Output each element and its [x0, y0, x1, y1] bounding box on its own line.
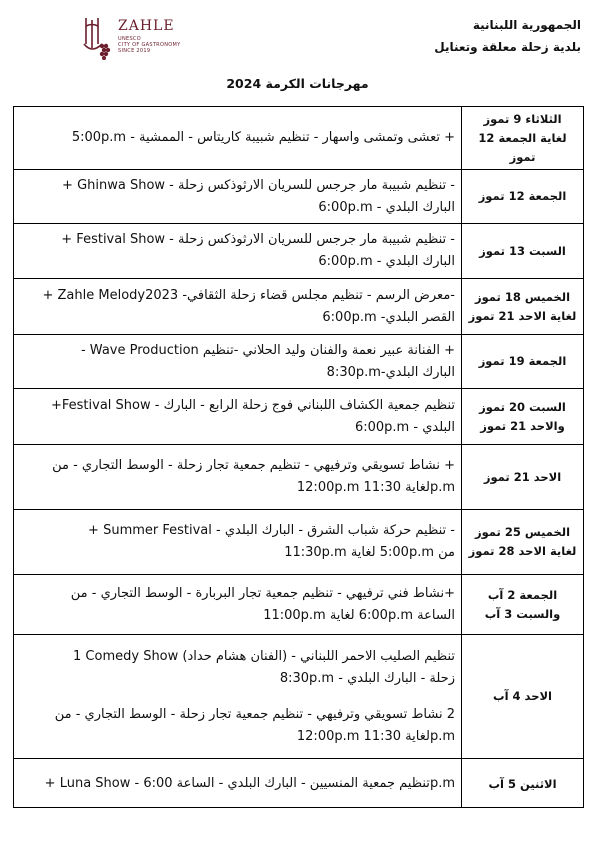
event-description-line: 1 Comedy Show (الفنان هشام حداد) - تنظيم الصليب الاحمر اللبناني [73, 648, 455, 664]
event-description-line: + Festival Show - تنظيم شبيبة مار جرجس للسريان الارثوذكس زحلة - [61, 232, 455, 247]
event-date-line: الخميس 25 تموز [474, 525, 571, 539]
event-description-line: + Zahle Melody2023 -معرض الرسم - تنظيم مجلس قضاء زحلة الثقافي- [42, 287, 455, 303]
event-date-line: لغاية الجمعة 12 [478, 130, 567, 145]
event-date [462, 510, 583, 574]
event-description [14, 759, 461, 809]
event-date-line: الجمعة 12 تموز [478, 189, 567, 203]
event-date-line: السبت 13 تموز [479, 243, 566, 258]
event-row [14, 759, 583, 809]
event-date-line: الاثنين 5 آب [488, 776, 557, 791]
event-description-line: زحلة - البارك البلدي - 8:30p.m [279, 670, 455, 686]
event-row [14, 107, 583, 170]
event-description [14, 389, 461, 444]
event-description [14, 445, 461, 509]
event-description [14, 170, 461, 223]
event-date-line: لغاية الاحد 21 تموز [468, 308, 577, 323]
page-title: مهرجانات الكرمة 2024 [226, 76, 369, 91]
event-date-line: تموز [509, 149, 536, 164]
event-row [14, 279, 583, 335]
event-date-line: السبت 20 تموز [479, 399, 566, 414]
logo-line1: CITY OF GASTRONOMY [118, 42, 181, 48]
event-description-line: +Festival Show - تنظيم جمعية الكشاف اللبناني فوج زحلة الرابع - البارك [51, 397, 455, 413]
event-description [14, 279, 461, 334]
event-description [14, 510, 461, 574]
event-date [462, 389, 583, 444]
event-date-line: الثلاثاء 9 تموز [483, 111, 562, 126]
event-date-line: الجمعة 19 تموز [478, 354, 567, 368]
event-date [462, 635, 583, 758]
header-municipality: بلدية زحلة معلقة وتعنايل [434, 40, 581, 54]
event-row [14, 575, 583, 635]
logo-org: UNESCO [118, 36, 141, 42]
event-description-line: البارك البلدي-8:30p.m [326, 364, 455, 380]
event-description [14, 575, 461, 634]
event-description-line: + Summer Festival - تنظيم حركة شباب الشرق - البارك البلدي - [88, 523, 455, 538]
event-date-line: الجمعة 2 آب [487, 587, 558, 602]
event-row [14, 445, 583, 510]
event-date [462, 170, 583, 223]
events-table [13, 106, 584, 808]
event-row [14, 170, 583, 224]
event-date [462, 445, 583, 509]
event-date-line: الاحد 21 تموز [483, 469, 562, 484]
zahle-logo [78, 14, 198, 64]
event-description-line: + تعشى وتمشى واسهار - تنظيم شبيبة كاريتاس - الممشية - 5:00p.m [71, 130, 455, 145]
event-date [462, 335, 583, 388]
event-description-line: + Luna Show - تنظيم جمعية المنسيين - البارك البلدي - الساعة 6:00p.m [44, 776, 455, 791]
event-row [14, 335, 583, 389]
event-description-line: 12:00p.m لغاية 11:30p.m [296, 480, 455, 495]
event-description-line: +نشاط فني ترفيهي - تنظيم جمعية تجار البربارة - الوسط التجاري - من [70, 585, 455, 601]
event-date [462, 107, 583, 169]
logo-name: ZAHLE [118, 18, 175, 34]
logo-line2: SINCE 2019 [118, 48, 151, 54]
event-description [14, 107, 461, 169]
event-row [14, 389, 583, 445]
event-description-line: القصر البلدي- 6:00p.m [322, 309, 455, 325]
event-description-line: البارك البلدي - 6:00p.m [318, 199, 455, 215]
event-description-line: + نشاط تسويقي وترفيهي - تنظيم جمعية تجار زحلة - الوسط التجاري - من [52, 458, 455, 473]
header-country: الجمهورية اللبنانية [472, 18, 581, 32]
event-description-line: من 5:00p.m لغاية 11:30p.m [284, 545, 455, 560]
event-description [14, 335, 461, 388]
event-date-line: والسبت 3 آب [484, 606, 561, 621]
event-date [462, 224, 583, 278]
event-description-line: + Ghinwa Show - تنظيم شبيبة مار جرجس للسريان الارثوذكس زحلة - [62, 177, 455, 193]
event-row [14, 635, 583, 759]
event-date [462, 759, 583, 809]
event-description-line: البارك البلدي - 6:00p.m [318, 254, 455, 269]
grape-vine-logo-icon [78, 14, 114, 62]
line-gap [22, 690, 455, 704]
event-description [14, 635, 461, 758]
event-date-line: الاحد 4 آب [493, 689, 552, 703]
event-description-line: الساعة 6:00p.m لغاية 11:00p.m [263, 607, 455, 623]
event-date [462, 279, 583, 334]
event-description-line: 12:00p.m لغاية 11:30p.m [296, 728, 455, 744]
event-description-line: البلدي - 6:00p.m [354, 419, 455, 435]
event-date-line: لغاية الاحد 28 تموز [468, 544, 577, 558]
event-date [462, 575, 583, 634]
event-date-line: والاحد 21 تموز [480, 418, 565, 433]
event-row [14, 510, 583, 575]
event-description-line: + الفنانة عبير نعمة والفنان وليد الحلاني -تنظيم Wave Production - [80, 342, 455, 358]
event-row [14, 224, 583, 279]
event-description [14, 224, 461, 278]
event-description-line: 2 نشاط تسويقي وترفيهي - تنظيم جمعية تجار زحلة - الوسط التجاري - من [54, 706, 455, 722]
event-date-line: الخميس 18 تموز [474, 289, 571, 304]
